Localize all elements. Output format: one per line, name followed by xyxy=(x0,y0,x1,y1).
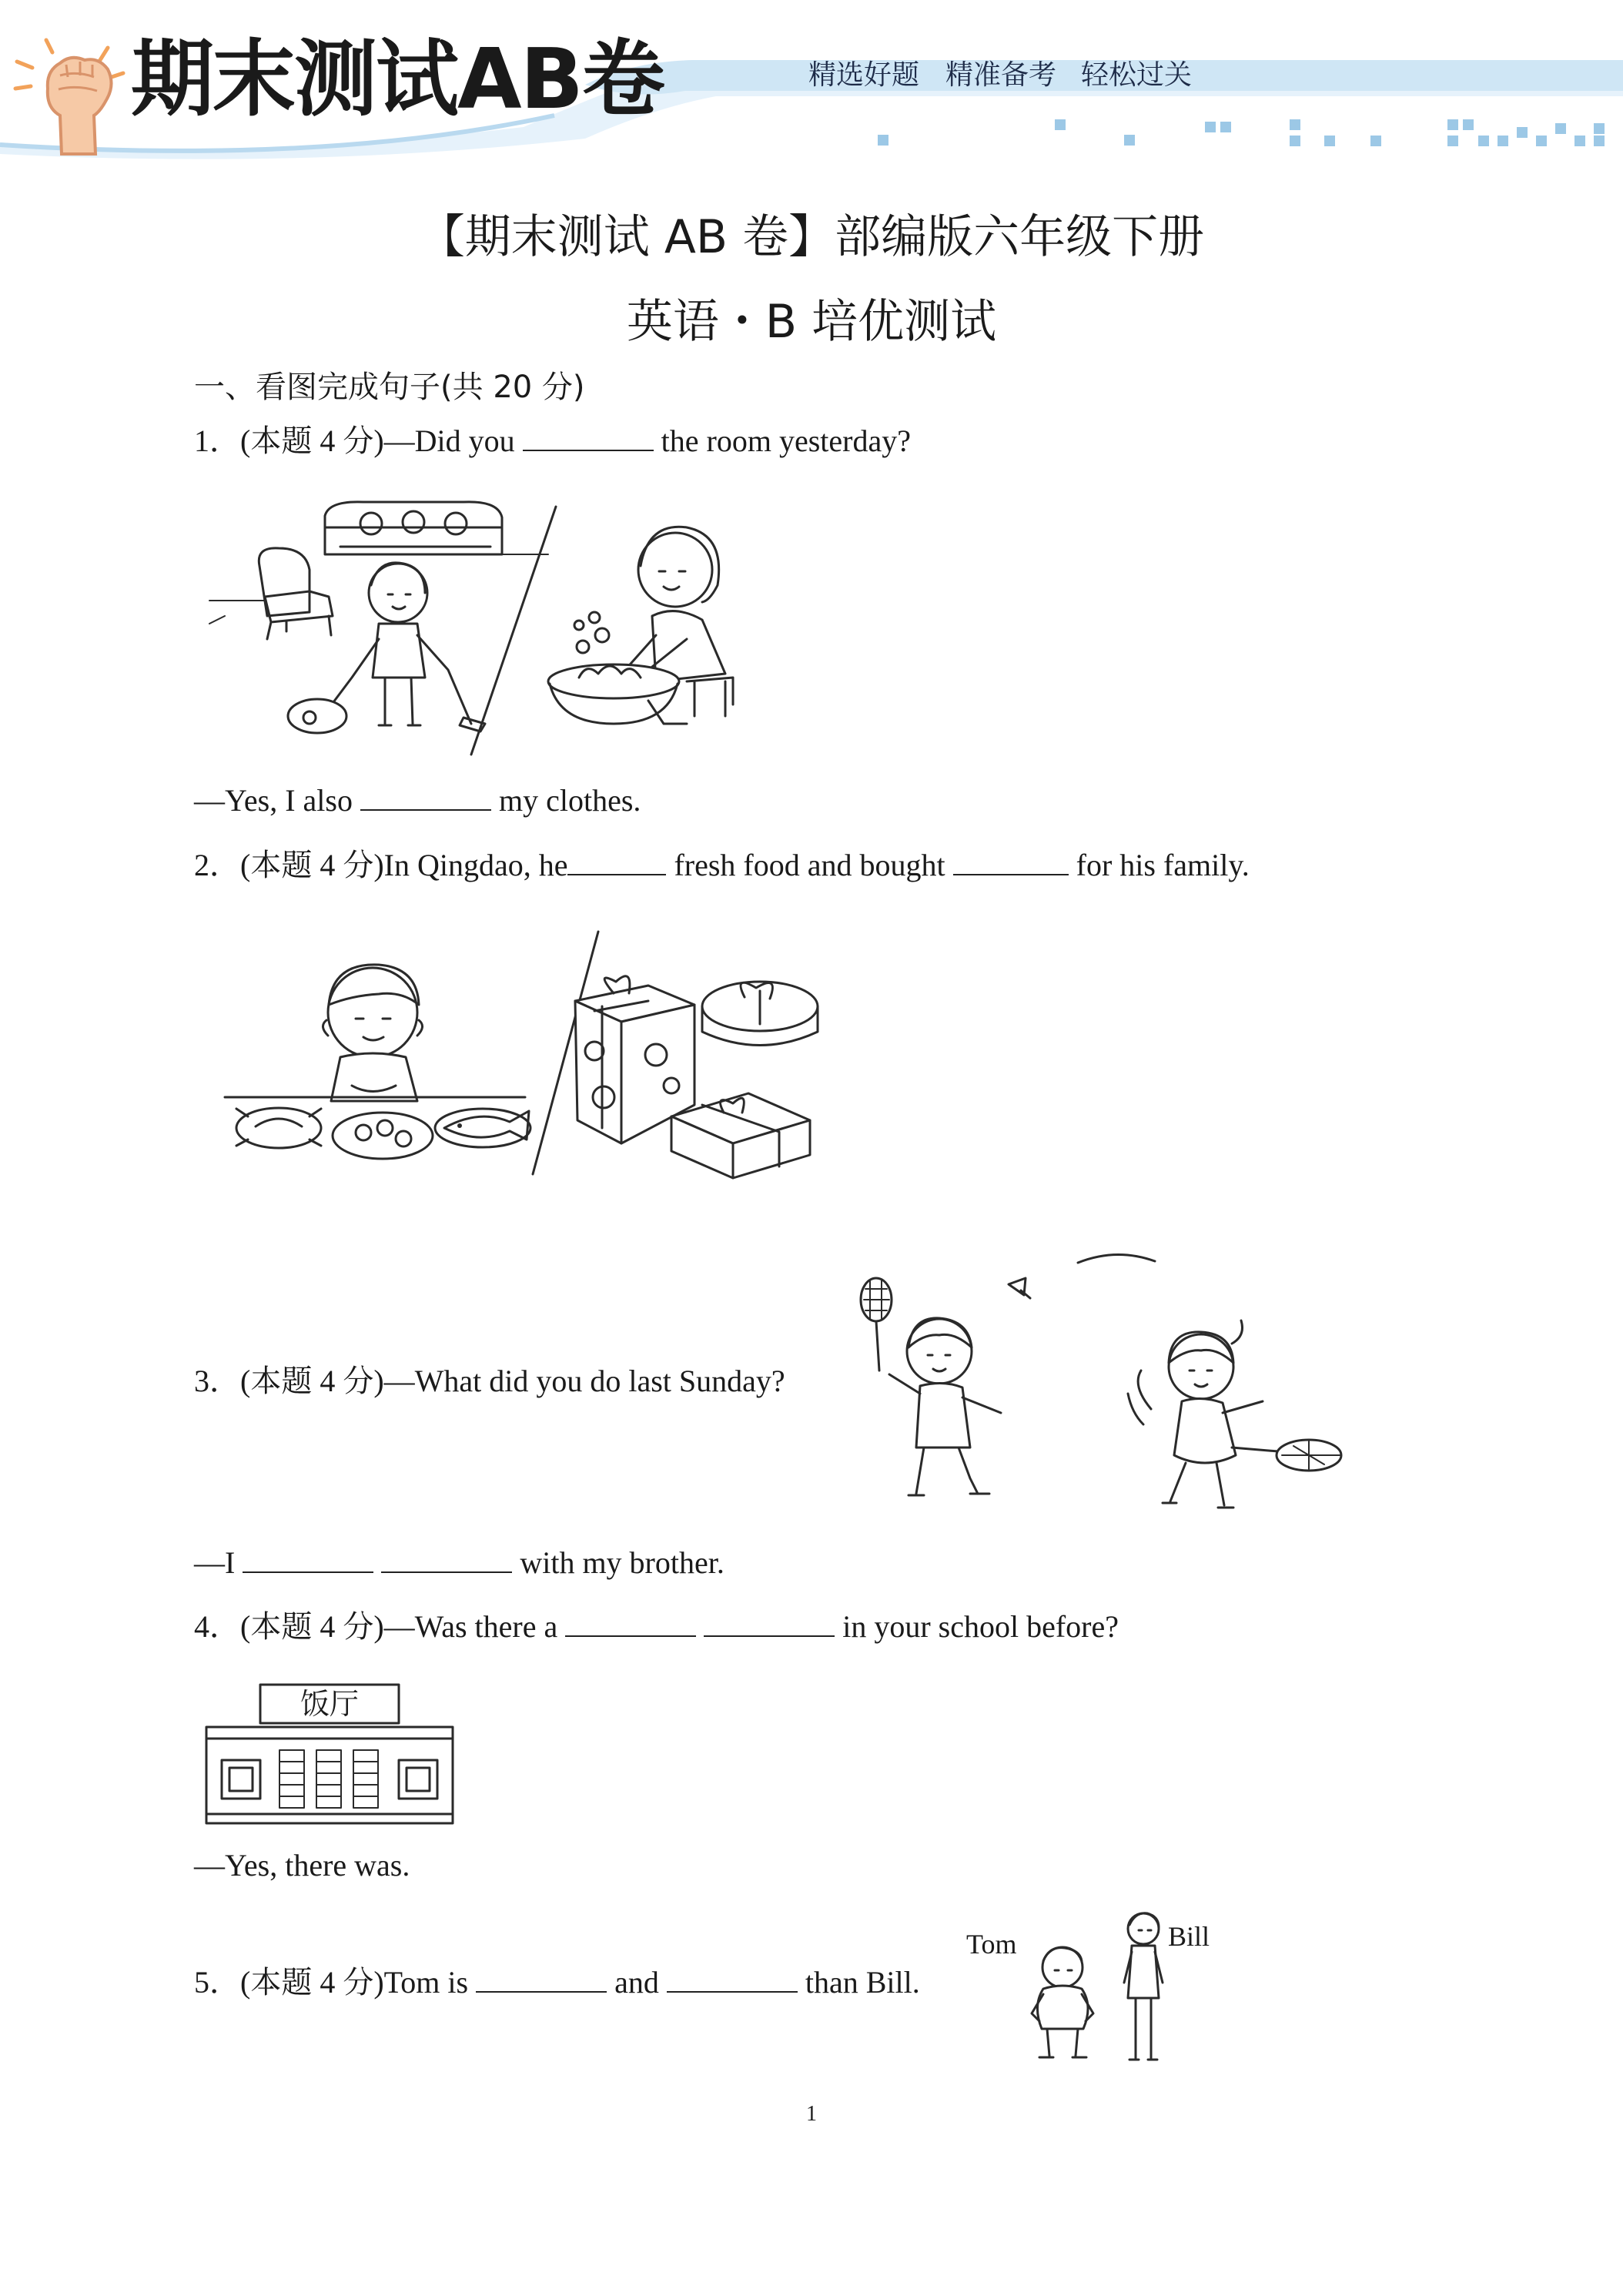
question-3-answer-prefix: —I xyxy=(194,1545,243,1580)
answer-blank[interactable] xyxy=(565,1635,696,1637)
answer-blank[interactable] xyxy=(704,1635,835,1637)
slogan-3: 轻松过关 xyxy=(1081,59,1193,91)
question-1-answer-prefix: —Yes, I also xyxy=(194,783,360,818)
label-bill: Bill xyxy=(1168,1921,1210,1952)
question-5-mid: and xyxy=(607,1965,667,2000)
question-5-picture xyxy=(966,1906,1243,2067)
answer-blank[interactable] xyxy=(476,1990,607,1993)
question-1-answer xyxy=(194,785,641,816)
header-banner xyxy=(0,0,1623,162)
banner-title: 期末测试AB卷 xyxy=(131,32,664,128)
answer-blank[interactable] xyxy=(360,808,491,811)
answer-blank[interactable] xyxy=(953,873,1069,875)
question-4-picture xyxy=(199,1677,460,1831)
section-heading: 一、看图完成句子(共 20 分) xyxy=(194,370,585,405)
fist-icon xyxy=(15,40,123,154)
question-5-suffix: than Bill. xyxy=(797,1965,920,2000)
answer-blank[interactable] xyxy=(243,1571,373,1573)
slogan-1: 精选好题 xyxy=(808,59,920,91)
question-3-answer xyxy=(194,1545,724,1580)
page-number: 1 xyxy=(806,2102,817,2126)
page-title: 【期末测试 AB 卷】部编版六年级下册 xyxy=(418,210,1205,264)
question-5-prefix: 5．(本题 4 分)Tom is xyxy=(194,1965,477,2000)
question-4-answer: —Yes, there was. xyxy=(194,1848,410,1883)
question-2-picture xyxy=(194,920,887,1217)
slogan-2: 精准备考 xyxy=(945,59,1057,91)
question-1-picture xyxy=(194,493,764,758)
question-4 xyxy=(194,1609,1119,1644)
question-2-prefix: 2．(本题 4 分)In Qingdao, he xyxy=(194,848,568,882)
question-2 xyxy=(194,850,1250,881)
question-4-suffix: in your school before? xyxy=(835,1609,1119,1644)
question-2-suffix: for his family. xyxy=(1068,848,1250,882)
answer-blank[interactable] xyxy=(667,1990,798,1993)
question-3 xyxy=(194,1366,785,1397)
answer-blank[interactable] xyxy=(567,873,666,875)
question-1-suffix: the room yesterday? xyxy=(653,423,911,458)
question-1-answer-suffix: my clothes. xyxy=(490,783,641,818)
label-tom: Tom xyxy=(966,1929,1017,1960)
question-2-mid: fresh food and bought xyxy=(666,848,953,882)
page-subtitle: 英语・B 培优测试 xyxy=(626,295,997,349)
question-5 xyxy=(194,1967,920,1998)
question-3-prefix: 3．(本题 4 分)—What did you do last Sunday? xyxy=(194,1364,785,1398)
question-1-prefix: 1．(本题 4 分)—Did you xyxy=(194,423,523,458)
answer-blank[interactable] xyxy=(381,1571,512,1573)
question-3-picture xyxy=(847,1240,1370,1525)
answer-blank[interactable] xyxy=(523,449,654,451)
question-1 xyxy=(194,423,911,458)
question-4-prefix: 4．(本题 4 分)—Was there a xyxy=(194,1609,566,1644)
canteen-sign: 饭厅 xyxy=(300,1687,359,1721)
question-3-answer-suffix: with my brother. xyxy=(512,1545,724,1580)
